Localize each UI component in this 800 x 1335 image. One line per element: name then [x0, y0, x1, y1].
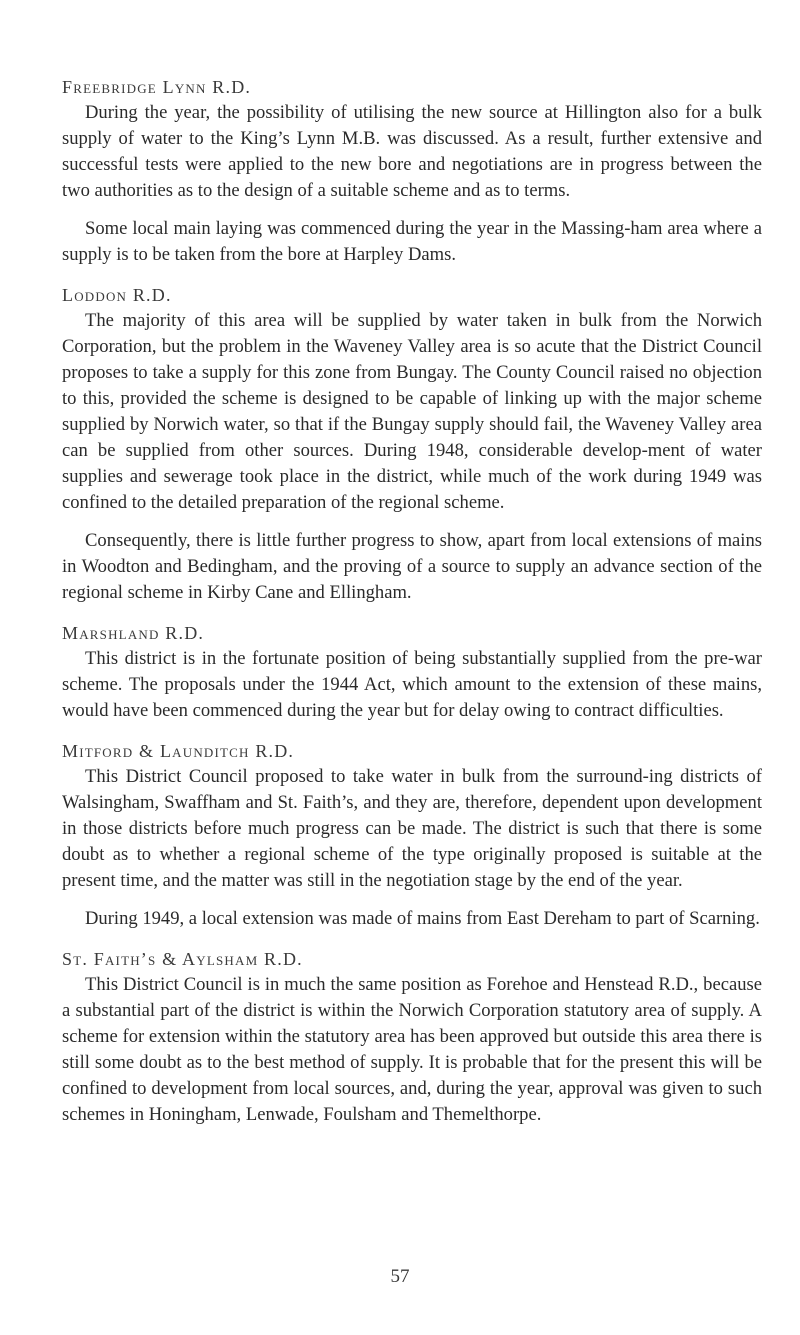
- paragraph: Consequently, there is little further progress to show, apart from local extensions of mains in Woodton and Bedingham, and the proving of a source to supply an advance section of the regional scheme in Kirby Cane and Ellingham.: [62, 530, 762, 603]
- paragraph: During 1949, a local extension was made of mains from East Dereham to part of Scarning.: [85, 908, 760, 929]
- paragraph: This District Council is in much the same position as Forehoe and Henstead R.D., because a substantial part of the district is within the Norwich Corporation statutory area of supply. A scheme for extension within the statutory area has been approved but outside this area there is still some doubt as to the best method of supply. It is probable that for the present this will be confined to development from local sources, and, during the year, approval was given to such schemes in Honingham, Lenwade, Foulsham and Themelthorpe.: [62, 974, 762, 1125]
- section-loddon: [62, 282, 762, 606]
- section-heading: Loddon R.D.: [62, 285, 172, 305]
- section-heading: Marshland R.D.: [62, 623, 205, 643]
- page-number: 57: [390, 1266, 410, 1287]
- paragraph: The majority of this area will be supplied by water taken in bulk from the Norwich Corporation, but the problem in the Waveney Valley area is so acute that the District Council proposes to take a supply for this zone from Bungay. The County Council raised no objection to this, provided the scheme is designed to be capable of linking up with the major scheme supplied by Norwich water, so that if the Bungay supply should fail, the Waveney Valley area can be supplied from other sources. During 1948, considerable develop-ment of water supplies and sewerage took place in the district, while much of the work during 1949 was confined to the detailed preparation of the regional scheme.: [62, 310, 762, 513]
- section-heading: Freebridge Lynn R.D.: [62, 77, 252, 97]
- section-freebridge-lynn: [62, 74, 762, 268]
- paragraph: This district is in the fortunate position of being substantially supplied from the pre-war scheme. The proposals under the 1944 Act, which amount to the extension of these mains, would have been commenced during the year but for delay owing to contract difficulties.: [62, 648, 762, 721]
- section-heading: St. Faith’s & Aylsham R.D.: [62, 949, 303, 969]
- section-st-faiths-aylsham: [62, 946, 762, 1128]
- section-heading: Mitford & Launditch R.D.: [62, 741, 295, 761]
- section-marshland: [62, 620, 762, 724]
- paragraph: During the year, the possibility of utilising the new source at Hillington also for a bulk supply of water to the King’s Lynn M.B. was discussed. As a result, further extensive and successful tests were applied to the new bore and negotiations are in progress between the two authorities as to the design of a suitable scheme and as to terms.: [62, 102, 762, 201]
- paragraph: Some local main laying was commenced during the year in the Massing-ham area where a supply is to be taken from the bore at Harpley Dams.: [62, 218, 762, 265]
- page-body: [62, 74, 762, 1128]
- section-mitford-launditch: [62, 738, 762, 932]
- paragraph: This District Council proposed to take water in bulk from the surround-ing districts of Walsingham, Swaffham and St. Faith’s, and they are, therefore, dependent upon development in those districts before much progress can be made. The district is such that there is some doubt as to whether a regional scheme of the type originally proposed is suitable at the present time, and the matter was still in the negotiation stage by the end of the year.: [62, 766, 762, 891]
